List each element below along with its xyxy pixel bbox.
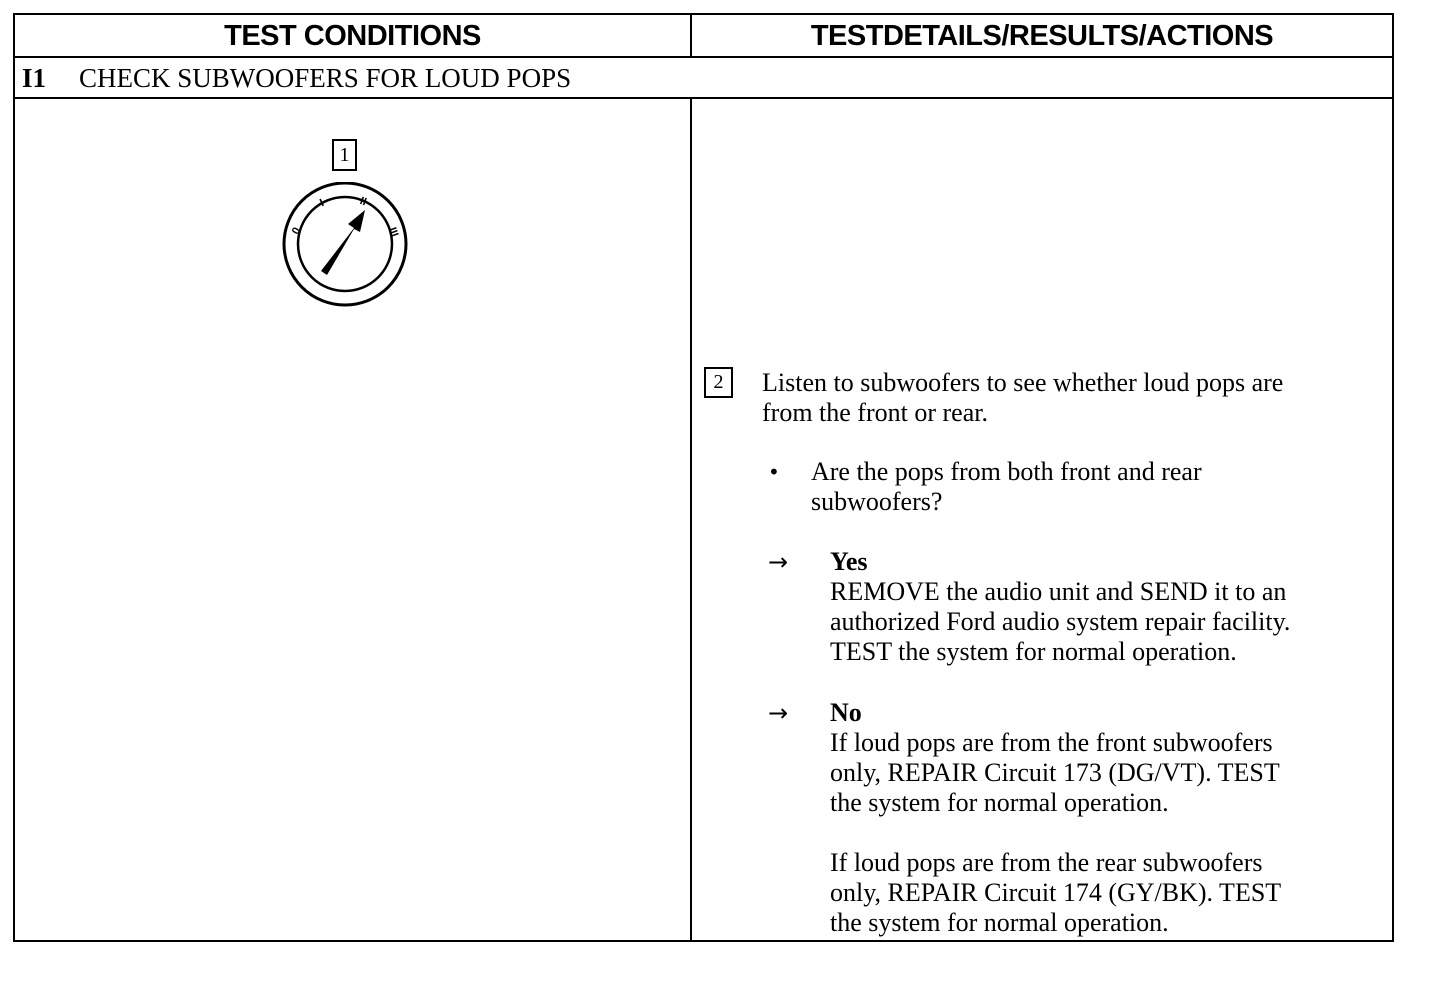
switch-label-i: I [318,197,326,210]
switch-label-ii: II [358,194,369,209]
no-arrow-icon: → [768,699,789,727]
header-test-details: TESTDETAILS/RESULTS/ACTIONS [810,20,1274,52]
section-number: I1 [22,63,47,93]
yes-arrow-icon: → [768,548,789,576]
no-result: No If loud pops are from the front subwoofers only, REPAIR Circuit 173 (DG/VT). TEST the system for normal operation. If loud pops are from the rear subwoofers only, REPAIR Circuit 174 (GY/BK). TEST the system for normal operation. [830,698,1282,937]
yes-label: Yes [830,547,868,576]
switch-label-off: 0 [289,225,304,237]
section-title-text: CHECK SUBWOOFERS FOR LOUD POPS [79,63,572,93]
yes-result: Yes REMOVE the audio unit and SEND it to an authorized Ford audio system repair facility. TEST the system for normal operation. [830,547,1291,666]
column-divider [690,13,692,942]
section-title [22,60,571,96]
section-divider [13,97,1394,99]
step-1-box: 1 [332,139,357,171]
switch-label-iii: III [385,225,401,239]
section-row-cover [690,58,692,97]
ignition-switch-icon [280,182,410,308]
header-test-conditions: TEST CONDITIONS [224,20,481,52]
question-bullet: • [768,460,780,484]
step-2-box: 2 [704,367,733,398]
step-2-question: Are the pops from both front and rear subwoofers? [811,457,1202,516]
no-label: No [830,698,862,727]
step-2-instruction: Listen to subwoofers to see whether loud pops are from the front or rear. [762,368,1284,427]
